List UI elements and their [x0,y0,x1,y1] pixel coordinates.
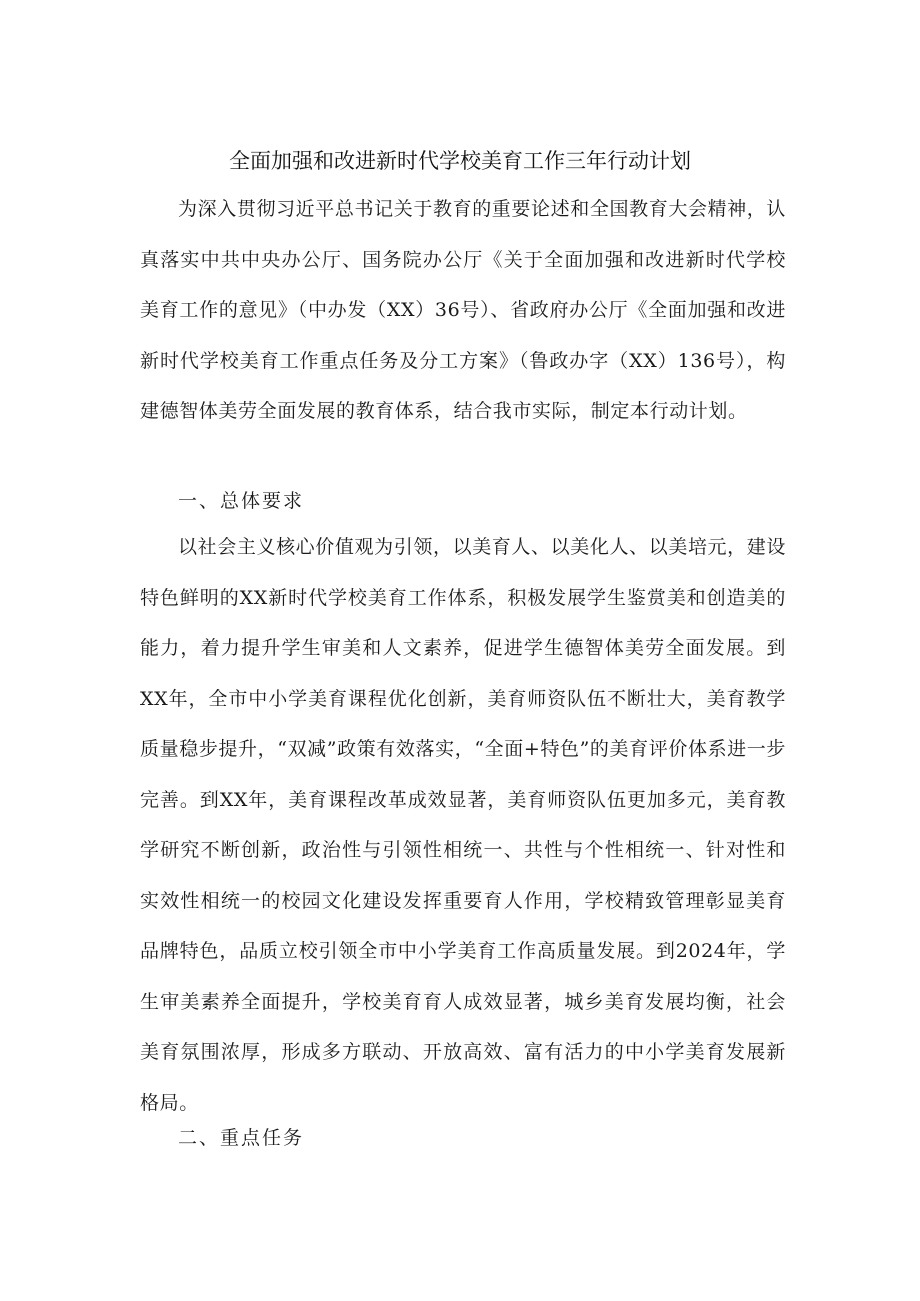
section-heading-general-requirements: 一、总体要求 [178,490,305,512]
section-heading-key-tasks: 二、重点任务 [178,1127,305,1149]
section-paragraph-general-requirements: 以社会主义核心价值观为引领，以美育人、以美化人、以美培元，建设特色鲜明的XX新时代学校美育工作体系，积极发展学生鉴赏美和创造美的能力，着力提升学生审美和人文素养，促进学生德智体美劳全面发展。到XX年，全市中小学美育课程优化创新，美育师资队伍不断壮大，美育教学质量稳步提升，“双减”政策有效落实，“全面+特色”的美育评价体系进一步完善。到XX年，美育课程改革成效显著，美育师资队伍更加多元，美育教学研究不断创新，政治性与引领性相统一、共性与个性相统一、针对性和实效性相统一的校园文化建设发挥重要育人作用，学校精致管理彰显美育品牌特色，品质立校引领全市中小学美育工作高质量发展。到2024年，学生审美素养全面提升，学校美育育人成效显著，城乡美育发展均衡，社会美育氛围浓厚，形成多方联动、开放高效、富有活力的中小学美育发展新格局。 [140,536,786,1114]
intro-paragraph: 为深入贯彻习近平总书记关于教育的重要论述和全国教育大会精神，认真落实中共中央办公厅、国务院办公厅《关于全面加强和改进新时代学校美育工作的意见》（中办发（XX）36号）、省政府办公厅《全面加强和改进新时代学校美育工作重点任务及分工方案》（鲁政办字（XX）136号），构建德智体美劳全面发展的教育体系，结合我市实际，制定本行动计划。 [140,198,786,422]
document-title: 全面加强和改进新时代学校美育工作三年行动计划 [229,149,691,173]
